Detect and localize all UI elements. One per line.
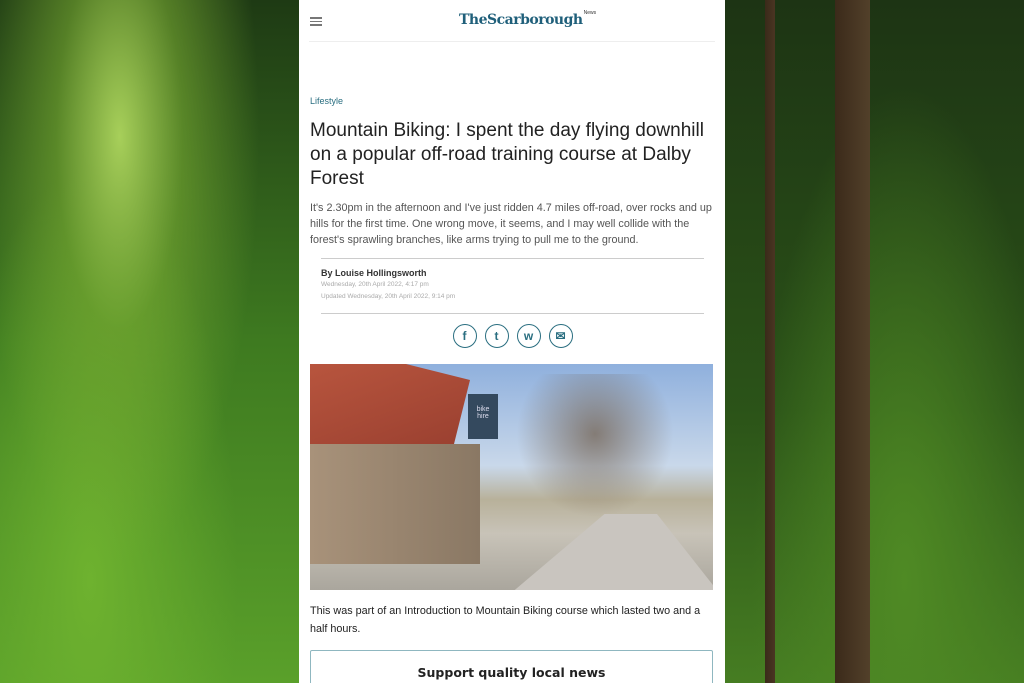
divider: [321, 313, 704, 314]
share-buttons: [310, 324, 715, 348]
divider: [321, 258, 704, 259]
article-photo: [310, 364, 713, 590]
photo-tree: [510, 374, 680, 524]
logo-text: TheScarborough: [459, 12, 583, 28]
byline[interactable]: By Louise Hollingsworth: [321, 268, 427, 278]
forest-background-left: [0, 0, 299, 683]
support-news-box: [310, 650, 713, 683]
whatsapp-share-icon[interactable]: w: [517, 324, 541, 348]
twitter-share-icon[interactable]: t: [485, 324, 509, 348]
email-share-icon[interactable]: ✉: [549, 324, 573, 348]
photo-roof: [310, 364, 470, 444]
updated-date: Updated Wednesday, 20th April 2022, 9:14 pm: [321, 293, 456, 300]
published-date: Wednesday, 20th April 2022, 4:17 pm: [321, 281, 429, 288]
facebook-share-icon[interactable]: f: [453, 324, 477, 348]
hamburger-menu-icon[interactable]: [310, 17, 322, 26]
site-logo[interactable]: [459, 10, 596, 28]
article-page: [299, 0, 725, 683]
support-title: Support quality local news: [417, 665, 606, 680]
article-standfirst: It's 2.30pm in the afternoon and I've just ridden 4.7 miles off-road, over rocks and up hills for the first time. One wrong move, it seems, and I may well collide with the forest's sprawling branches, like arms trying to pull me to the ground.: [310, 202, 712, 246]
sign-text: bike hire: [476, 406, 490, 420]
article-title: Mountain Biking: I spent the day flying downhill on a popular off-road training course at Dalby Forest: [310, 120, 704, 189]
article-content: [310, 95, 715, 683]
photo-road: [510, 514, 713, 590]
forest-background-right: [725, 0, 1024, 683]
article-meta: [321, 258, 704, 314]
article-paragraph: This was part of an Introduction to Mountain Biking course which lasted two and a half hours.: [310, 605, 701, 635]
section-link[interactable]: Lifestyle: [310, 96, 344, 106]
logo-sub: News: [583, 10, 597, 16]
site-header: [309, 0, 715, 42]
photo-building: [310, 444, 480, 564]
photo-sign: [468, 394, 498, 439]
